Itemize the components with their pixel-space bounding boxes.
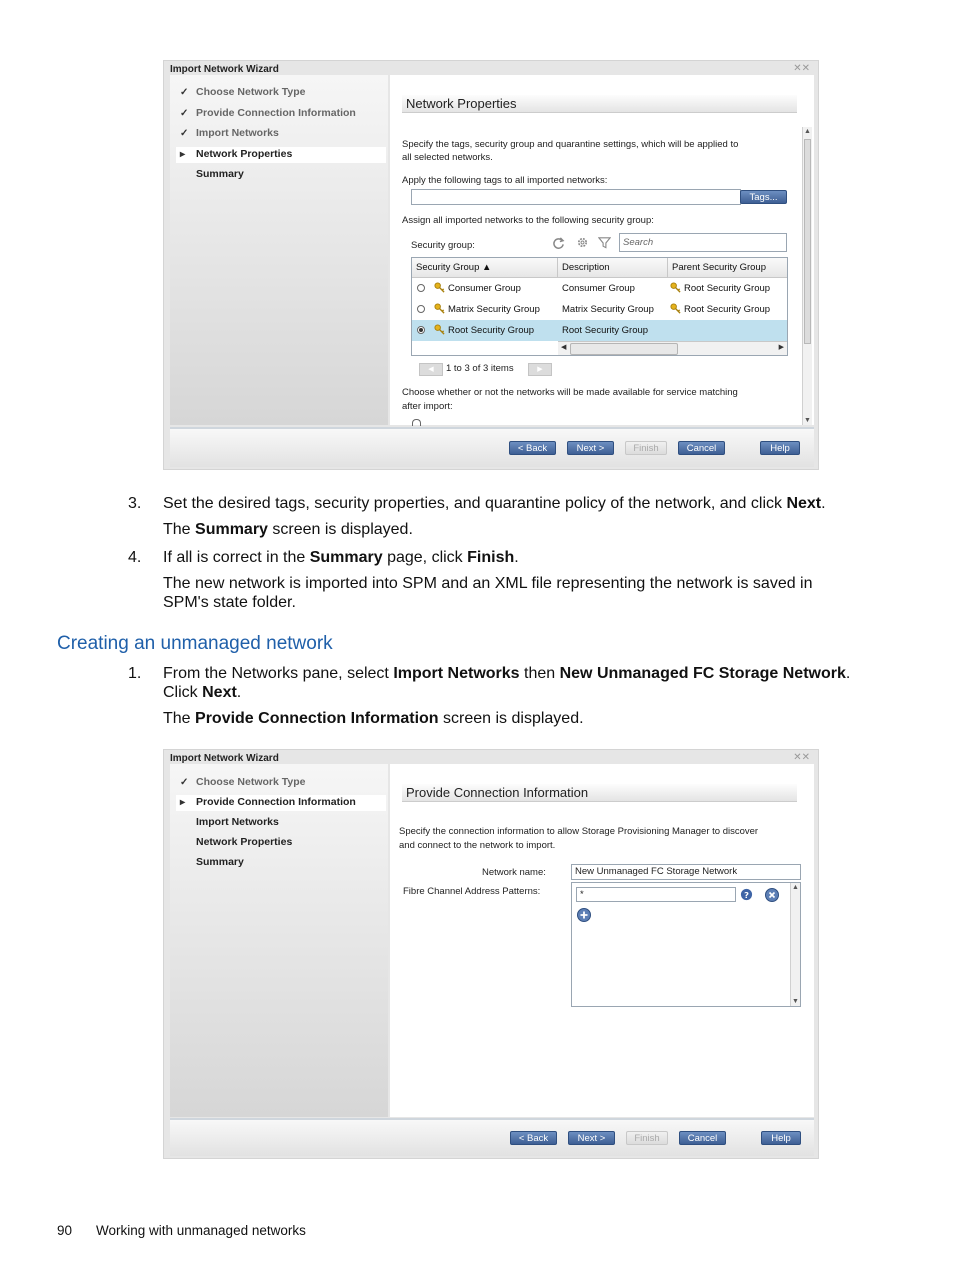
table-row[interactable]: Consumer Group Consumer Group Root Security Group <box>412 278 787 299</box>
help-button[interactable]: Help <box>761 1131 801 1145</box>
step-import-networks: ✓ Import Networks <box>180 127 279 139</box>
wizard-button-bar <box>170 1118 814 1156</box>
pager-text: 1 to 3 of 3 items <box>446 363 514 374</box>
quarantine-text-1: Choose whether or not the networks will be made available for service matching <box>402 387 738 398</box>
close-icon[interactable]: ✕✕ <box>793 63 810 74</box>
scroll-down-icon[interactable]: ▼ <box>792 998 799 1005</box>
section-step-1-note: The Provide Connection Information screen is displayed. <box>163 710 584 727</box>
scroll-thumb[interactable] <box>570 343 678 355</box>
step-summary: Summary <box>196 168 244 180</box>
scroll-right-icon[interactable]: ▶ <box>778 344 784 351</box>
search-input[interactable]: Search <box>619 233 787 252</box>
back-button[interactable]: < Back <box>510 1131 557 1145</box>
key-icon <box>434 324 445 335</box>
help-icon[interactable] <box>740 888 753 901</box>
wizard-screenshot-provide-connection-information <box>163 749 819 1159</box>
page-number: 90 <box>57 1223 73 1238</box>
back-button[interactable]: < Back <box>509 441 556 455</box>
arrow-right-icon: ▸ <box>180 149 186 160</box>
row-radio[interactable] <box>417 284 425 292</box>
step-3-text: Set the desired tags, security properties, and quarantine policy of the network, and click Next. <box>163 495 826 512</box>
list-vertical-scrollbar[interactable] <box>790 883 800 1006</box>
key-icon <box>434 282 445 293</box>
section-step-1-number: 1. <box>128 665 142 682</box>
panel-title: Provide Connection Information <box>402 784 797 802</box>
key-icon <box>434 303 445 314</box>
table-row-selected[interactable]: Root Security Group Root Security Group <box>412 320 787 341</box>
quarantine-text-2: after import: <box>402 401 453 412</box>
check-icon: ✓ <box>180 108 189 119</box>
wizard-title: Import Network Wizard <box>170 64 279 75</box>
check-icon: ✓ <box>180 777 189 788</box>
pager-previous-button[interactable]: ◀ <box>419 363 443 376</box>
panel-vertical-scrollbar[interactable] <box>802 127 812 425</box>
grid-horizontal-scrollbar[interactable] <box>558 341 787 355</box>
scroll-up-icon[interactable]: ▲ <box>804 128 811 135</box>
step-network-properties: ▸ Network Properties <box>180 148 293 160</box>
section-step-1-text: From the Networks pane, select Import Networks then New Unmanaged FC Storage Network. <box>163 665 851 682</box>
wizard-content-panel <box>390 75 814 425</box>
step-4-text: If all is correct in the Summary page, click Finish. <box>163 549 519 566</box>
panel-title: Network Properties <box>402 95 797 113</box>
step-provide-connection-information: ▸ Provide Connection Information <box>180 796 356 808</box>
wizard-steps-sidebar <box>170 764 388 1117</box>
intro-text-1: Specify the tags, security group and quarantine settings, which will be applied to <box>402 139 739 150</box>
close-icon[interactable]: ✕✕ <box>793 752 810 763</box>
finish-button[interactable]: Finish <box>625 441 667 455</box>
step-import-networks: Import Networks <box>196 816 279 828</box>
row-radio[interactable] <box>417 305 425 313</box>
next-button[interactable]: Next > <box>568 1131 615 1145</box>
step-summary: Summary <box>196 856 244 868</box>
step-4-number: 4. <box>128 549 142 566</box>
tags-label: Apply the following tags to all imported networks: <box>402 175 608 186</box>
table-row[interactable]: Matrix Security Group Matrix Security Group Root Security Group <box>412 299 787 320</box>
security-group-grid <box>411 257 788 356</box>
svg-text:?: ? <box>744 889 749 900</box>
fc-pattern-input[interactable]: * <box>576 887 736 902</box>
step-provide-connection-information: ✓ Provide Connection Information <box>180 107 356 119</box>
finish-button[interactable]: Finish <box>626 1131 668 1145</box>
add-pattern-icon[interactable] <box>576 907 592 923</box>
tags-input[interactable] <box>411 189 741 205</box>
key-icon <box>670 303 681 314</box>
step-4-note-line-1: The new network is imported into SPM and an XML file representing the network is saved in <box>163 575 813 592</box>
intro-text-1: Specify the connection information to allow Storage Provisioning Manager to discover <box>399 826 759 837</box>
intro-text-2: and connect to the network to import. <box>399 840 556 851</box>
step-3-note: The Summary screen is displayed. <box>163 521 413 538</box>
tags-button[interactable]: Tags... <box>740 190 787 204</box>
next-button[interactable]: Next > <box>567 441 614 455</box>
pager-next-button[interactable]: ▶ <box>528 363 552 376</box>
radio-partial[interactable] <box>412 419 421 426</box>
refresh-icon[interactable] <box>552 236 565 249</box>
help-button[interactable]: Help <box>760 441 800 455</box>
column-header-description[interactable]: Description <box>558 258 668 278</box>
scroll-down-icon[interactable]: ▼ <box>804 417 811 424</box>
step-3-number: 3. <box>128 495 142 512</box>
cancel-button[interactable]: Cancel <box>679 1131 726 1145</box>
security-group-label: Security group: <box>411 240 475 251</box>
gear-icon[interactable] <box>576 236 589 249</box>
cancel-button[interactable]: Cancel <box>678 441 725 455</box>
scroll-thumb[interactable] <box>804 139 811 344</box>
assign-security-group-label: Assign all imported networks to the following security group: <box>402 215 654 226</box>
key-icon <box>670 282 681 293</box>
scroll-left-icon[interactable]: ◀ <box>561 344 567 351</box>
column-header-security-group[interactable]: Security Group ▲ <box>412 258 558 278</box>
chapter-title: Working with unmanaged networks <box>96 1223 306 1238</box>
wizard-steps-sidebar <box>170 75 388 425</box>
wizard-title: Import Network Wizard <box>170 753 279 764</box>
arrow-right-icon: ▸ <box>180 797 186 808</box>
section-step-1-line-2: Click Next. <box>163 684 242 701</box>
step-choose-network-type: ✓ Choose Network Type <box>180 776 306 788</box>
scroll-up-icon[interactable]: ▲ <box>792 884 799 891</box>
step-network-properties: Network Properties <box>196 836 293 848</box>
network-name-label: Network name: <box>482 867 546 878</box>
filter-icon[interactable] <box>598 236 611 249</box>
wizard-screenshot-network-properties <box>163 60 819 470</box>
column-header-parent-security-group[interactable]: Parent Security Group <box>668 258 787 278</box>
step-choose-network-type: ✓ Choose Network Type <box>180 86 306 98</box>
wizard-button-bar <box>170 427 814 467</box>
check-icon: ✓ <box>180 128 189 139</box>
intro-text-2: all selected networks. <box>402 152 493 163</box>
fc-address-patterns-label: Fibre Channel Address Patterns: <box>403 886 541 897</box>
wizard-content-panel <box>390 764 814 1117</box>
row-radio-selected[interactable] <box>417 326 425 334</box>
fc-patterns-list <box>571 882 801 1007</box>
check-icon: ✓ <box>180 87 189 98</box>
step-4-note-line-2: SPM's state folder. <box>163 594 296 611</box>
network-name-input[interactable]: New Unmanaged FC Storage Network <box>571 864 801 880</box>
section-heading: Creating an unmanaged network <box>57 633 333 654</box>
delete-icon[interactable] <box>764 887 780 903</box>
